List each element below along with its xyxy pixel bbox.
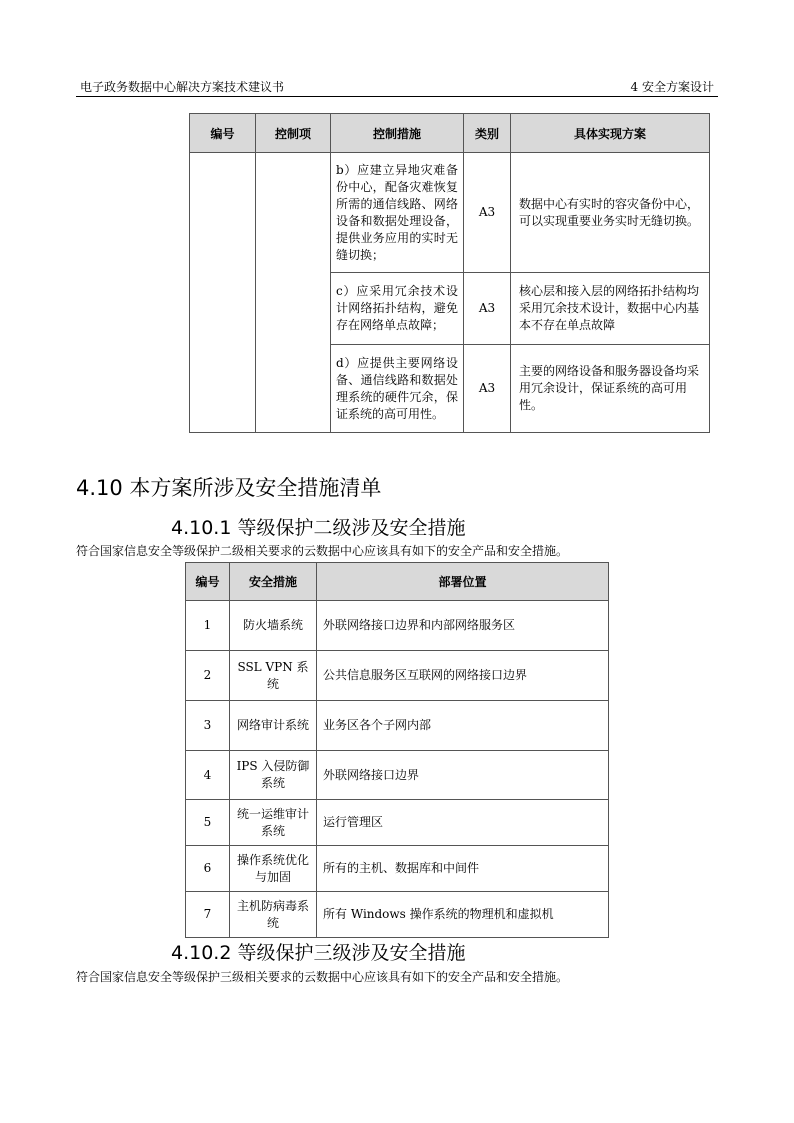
document-title: 电子政务数据中心解决方案技术建议书 [80,80,285,94]
implementation-cell: 数据中心有实时的容灾备份中心，可以实现重要业务实时无缝切换。 [511,153,710,273]
table-row [186,751,609,800]
location-cell: 公共信息服务区互联网的网络接口边界 [317,651,609,701]
number-cell: 6 [186,846,230,892]
control-measures-table [189,113,710,433]
implementation-cell: 核心层和接入层的网络拓扑结构均采用冗余技术设计，数据中心内基本不存在单点故障 [511,273,710,345]
section-intro-4-10-1: 符合国家信息安全等级保护二级相关要求的云数据中心应该具有如下的安全产品和安全措施。 [76,544,569,558]
category-cell: A3 [464,345,511,433]
section-intro-4-10-2: 符合国家信息安全等级保护三级相关要求的云数据中心应该具有如下的安全产品和安全措施。 [76,970,569,984]
location-cell: 所有的主机、数据库和中间件 [317,846,609,892]
number-cell: 5 [186,800,230,846]
table-row [186,601,609,651]
table-row [190,153,710,273]
implementation-cell: 主要的网络设备和服务器设备均采用冗余设计，保证系统的高可用性。 [511,345,710,433]
measure-cell: 网络审计系统 [230,701,317,751]
section-heading-4-10-2: 4.10.2 等级保护三级涉及安全措施 [171,942,466,964]
number-cell: 7 [186,892,230,938]
header-security-measure: 安全措施 [230,563,317,601]
measure-cell: 操作系统优化与加固 [230,846,317,892]
measure-cell: d）应提供主要网络设备、通信线路和数据处理系统的硬件冗余，保证系统的高可用性。 [331,345,464,433]
category-cell: A3 [464,153,511,273]
security-measures-table [185,562,609,938]
category-cell: A3 [464,273,511,345]
table-row [186,846,609,892]
number-cell: 3 [186,701,230,751]
header-number: 编号 [186,563,230,601]
table-row [186,701,609,751]
number-cell: 4 [186,751,230,800]
measure-cell: IPS 入侵防御系统 [230,751,317,800]
header-category: 类别 [464,114,511,153]
header-deployment-location: 部署位置 [317,563,609,601]
table-row [186,800,609,846]
measure-cell: SSL VPN 系统 [230,651,317,701]
page-header [76,78,718,97]
number-cell: 2 [186,651,230,701]
table-header-row [190,114,710,153]
control-item-cell [256,153,331,433]
location-cell: 外联网络接口边界 [317,751,609,800]
header-control-item: 控制项 [256,114,331,153]
measure-cell: c）应采用冗余技术设计网络拓扑结构，避免存在网络单点故障； [331,273,464,345]
header-control-measure: 控制措施 [331,114,464,153]
header-implementation: 具体实现方案 [511,114,710,153]
measure-cell: 主机防病毒系统 [230,892,317,938]
chapter-title: 4 安全方案设计 [630,80,714,94]
table-row [186,651,609,701]
table-header-row [186,563,609,601]
header-number: 编号 [190,114,256,153]
location-cell: 所有 Windows 操作系统的物理机和虚拟机 [317,892,609,938]
location-cell: 运行管理区 [317,800,609,846]
measure-cell: 防火墙系统 [230,601,317,651]
table-row [186,892,609,938]
measure-cell: 统一运维审计系统 [230,800,317,846]
number-cell: 1 [186,601,230,651]
section-heading-4-10-1: 4.10.1 等级保护二级涉及安全措施 [171,517,466,539]
location-cell: 业务区各个子网内部 [317,701,609,751]
measure-cell: b）应建立异地灾难备份中心，配备灾难恢复所需的通信线路、网络设备和数据处理设备，提供业务应用的实时无缝切换； [331,153,464,273]
location-cell: 外联网络接口边界和内部网络服务区 [317,601,609,651]
section-heading-4-10: 4.10 本方案所涉及安全措施清单 [76,476,382,500]
number-cell [190,153,256,433]
